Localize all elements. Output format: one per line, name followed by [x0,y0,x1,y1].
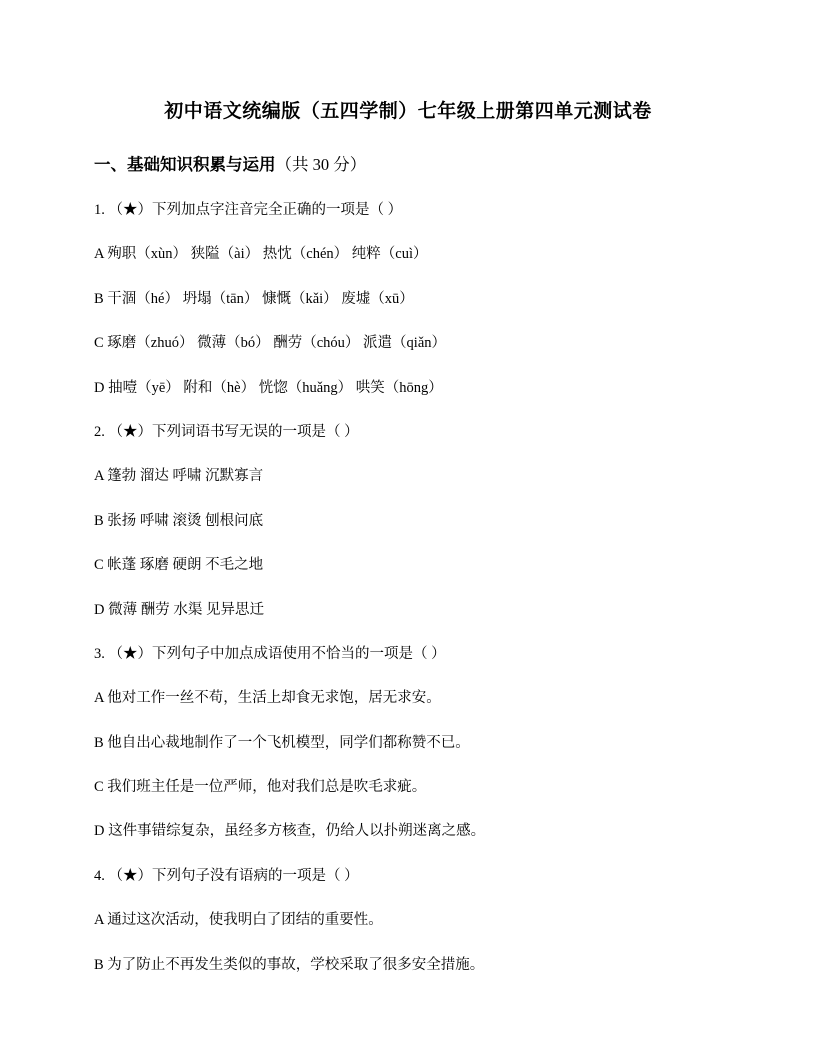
section-heading [94,151,366,175]
question-1-option-b: B 干涸（hé） 坍塌（tān） 慷慨（kǎi） 废墟（xū） [94,290,414,307]
question-4-option-a: A 通过这次活动，使我明白了团结的重要性。 [94,912,383,929]
question-3-stem: 3. （★）下列句子中加点成语使用不恰当的一项是（ ） [94,645,446,662]
question-2-stem: 2. （★）下列词语书写无误的一项是（ ） [94,423,359,440]
question-3-option-d: D 这件事错综复杂，虽经多方核查，仍给人以扑朔迷离之感。 [94,823,486,840]
question-list [94,200,734,999]
question-1-option-a: A 殉职（xùn） 狭隘（ài） 热忱（chén） 纯粹（cuì） [94,246,428,263]
section-heading-text: 一、基础知识积累与运用 [94,155,276,174]
question-1-option-c: C 琢磨（zhuó） 微薄（bó） 酬劳（chóu） 派遣（qiǎn） [94,335,447,352]
question-2-option-a: A 篷勃 溜达 呼啸 沉默寡言 [94,468,264,485]
question-1-stem: 1. （★）下列加点字注音完全正确的一项是（ ） [94,202,403,218]
question-4-option-b: B 为了防止不再发生类似的事故，学校采取了很多安全措施。 [94,956,485,973]
question-2-option-d: D 微薄 酬劳 水渠 见异思迁 [94,601,264,618]
question-2-option-c: C 帐蓬 琢磨 硬朗 不毛之地 [94,557,264,574]
question-3-option-c: C 我们班主任是一位严师，他对我们总是吹毛求疵。 [94,779,427,796]
question-2-option-b: B 张扬 呼啸 滚烫 刨根问底 [94,512,264,529]
section-score: （共 30 分） [275,155,367,174]
question-1-option-d: D 抽噎（yē） 附和（hè） 恍惚（huǎng） 哄笑（hōng） [94,379,443,396]
question-3-option-b: B 他自出心裁地制作了一个飞机模型，同学们都称赞不已。 [94,734,470,751]
question-4-stem: 4. （★）下列句子没有语病的一项是（ ） [94,867,359,884]
document-title: 初中语文统编版（五四学制）七年级上册第四单元测试卷 [164,101,652,122]
question-3-option-a: A 他对工作一丝不苟，生活上却食无求饱，居无求安。 [94,690,441,707]
